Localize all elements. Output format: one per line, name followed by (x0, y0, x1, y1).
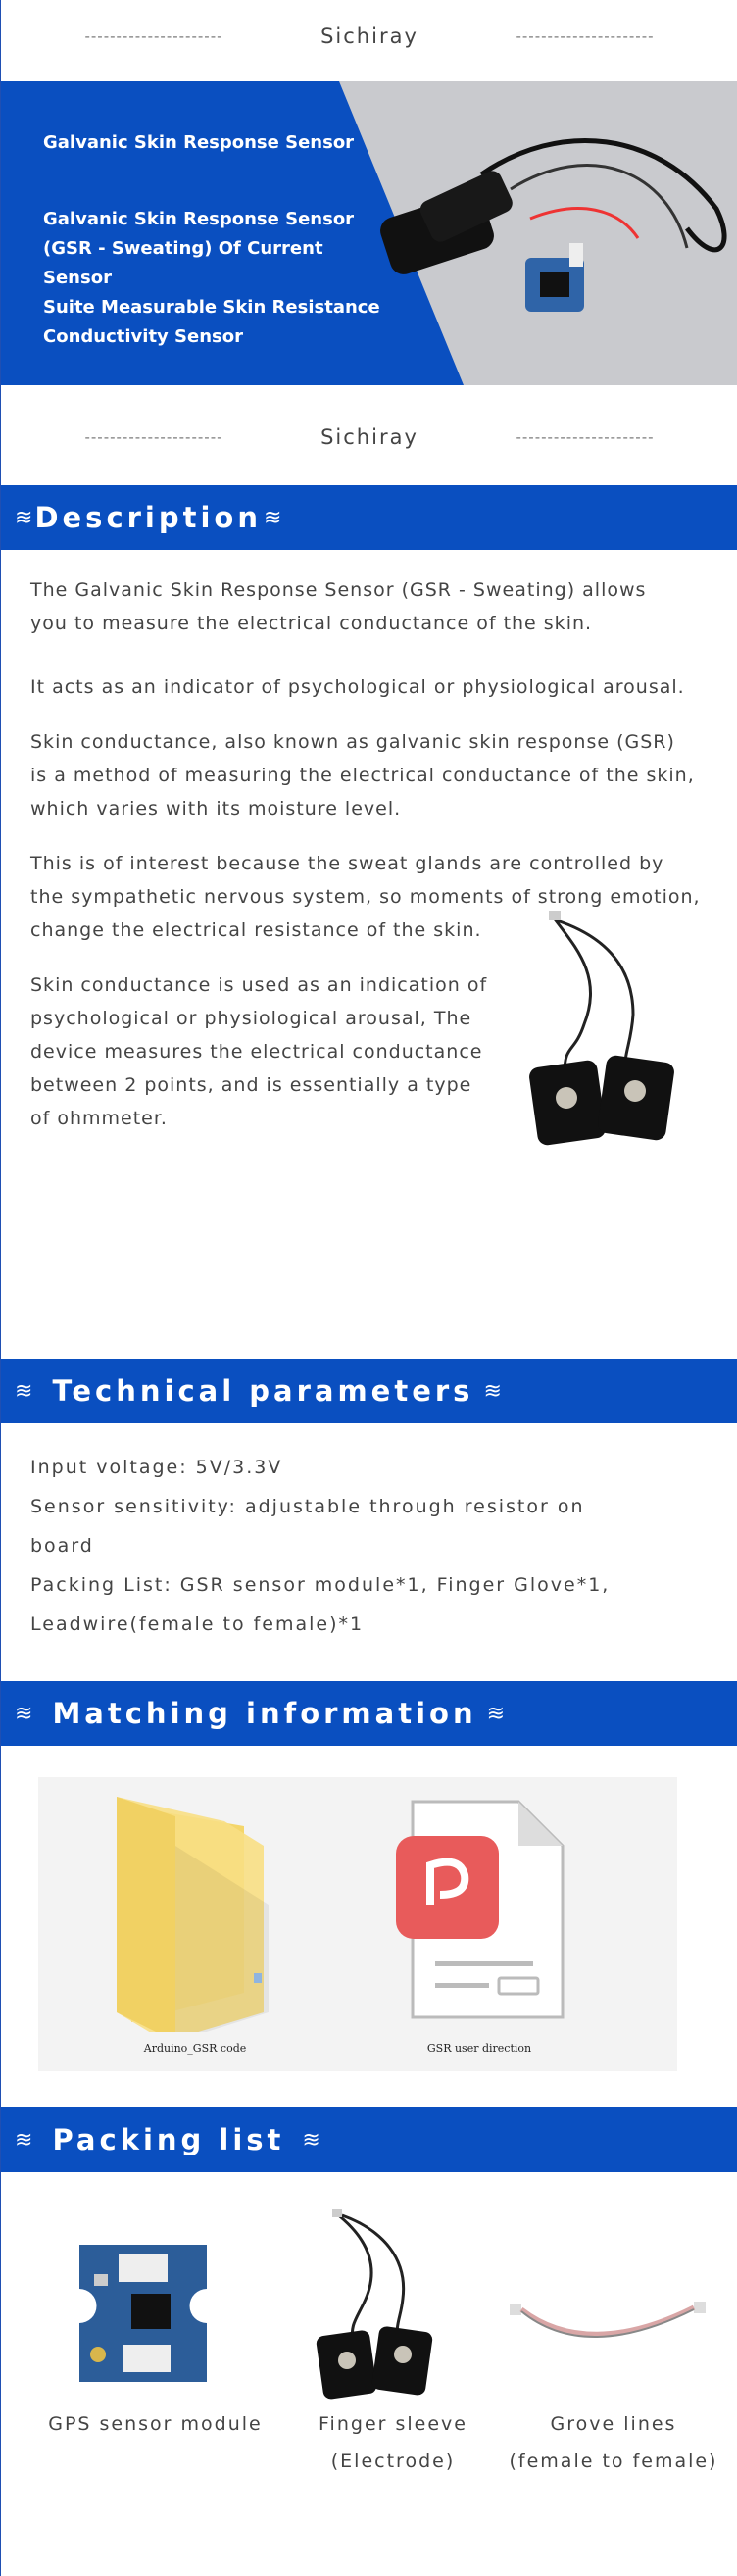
wave-icon: ≋ (486, 1701, 506, 1726)
spec-line: Sensor sensitivity: adjustable through resistor on (30, 1496, 585, 1517)
hero-desc-line: Galvanic Skin Response Sensor (43, 209, 355, 229)
spec-line: Packing List: GSR sensor module*1, Finger Glove*1, (30, 1574, 611, 1596)
text-line: change the electrical resistance of the skin. (30, 919, 482, 941)
hero-desc-line: Suite Measurable Skin Resistance (43, 297, 380, 318)
packing-item-sublabel: (Electrode) (330, 2451, 456, 2472)
packing-item-cable (491, 2405, 736, 2480)
text-line: psychological or physiological arousal, The (30, 1008, 472, 1029)
hero-description (43, 205, 386, 352)
wave-icon: ≋ (264, 505, 282, 530)
description-heading: Description (34, 501, 263, 534)
packing-item-label: GPS sensor module (48, 2413, 263, 2435)
brand-row-top (1, 17, 737, 56)
wave-icon: ≋ (15, 1378, 33, 1404)
dash-left: ---------------------- (84, 428, 223, 446)
text-line: you to measure the electrical conductance of the skin. (30, 613, 593, 634)
text-line: between 2 points, and is essentially a type (30, 1074, 472, 1096)
text-line: which varies with its moisture level. (30, 798, 402, 819)
description-paragraph-1 (30, 573, 646, 640)
spec-line: Input voltage: 5V/3.3V (30, 1457, 283, 1478)
hero-desc-line: (GSR - Sweating) Of Current Sensor (43, 238, 323, 288)
folder-icon[interactable] (77, 1787, 313, 2032)
technical-heading: Technical parameters (52, 1374, 474, 1408)
gsr-module-image (65, 2235, 221, 2392)
text-line: the sympathetic nervous system, so moments of strong emotion, (30, 886, 701, 908)
spec-line: board (30, 1535, 94, 1557)
text-line: Skin conductance, also known as galvanic skin response (GSR) (30, 731, 675, 753)
packing-item-module (21, 2405, 290, 2443)
packing-heading: Packing list (52, 2123, 285, 2156)
wave-icon: ≋ (302, 2127, 320, 2153)
sensor-product-image (364, 81, 737, 385)
spec-line: Leadwire(female to female)*1 (30, 1613, 365, 1635)
brand-name: Sichiray (320, 425, 418, 449)
packing-item-label: Finger sleeve (319, 2413, 467, 2435)
wave-icon: ≋ (15, 505, 33, 530)
pdf-caption: GSR user direction (426, 2042, 532, 2055)
packing-item-label: Grove lines (550, 2413, 677, 2435)
packing-item-sublabel: (female to female) (509, 2451, 718, 2472)
description-paragraph-2 (30, 670, 685, 704)
technical-heading-bar (1, 1359, 737, 1423)
description-paragraph-3 (30, 725, 695, 825)
folder-caption: Arduino_GSR code (143, 2042, 247, 2055)
brand-name: Sichiray (320, 25, 418, 48)
electrode-image (516, 907, 712, 1162)
technical-parameters-list (30, 1448, 697, 1644)
text-line: It acts as an indicator of psychological or physiological arousal. (30, 676, 685, 698)
hero-banner (1, 81, 737, 385)
dash-right: ---------------------- (516, 428, 655, 446)
text-line: Skin conductance is used as an indication of (30, 974, 488, 996)
brand-row-middle (1, 418, 737, 457)
packing-heading-bar (1, 2107, 737, 2172)
matching-heading-bar (1, 1681, 737, 1746)
packing-item-sleeve (290, 2405, 496, 2480)
grove-cable-image (506, 2284, 712, 2353)
dash-left: ---------------------- (84, 27, 223, 45)
description-paragraph-5 (30, 968, 487, 1135)
description-heading-bar (1, 485, 737, 550)
hero-title: Galvanic Skin Response Sensor (43, 132, 355, 153)
text-line: This is of interest because the sweat glands are controlled by (30, 853, 664, 874)
matching-files-panel (38, 1777, 677, 2071)
wave-icon: ≋ (15, 1701, 33, 1726)
wave-icon: ≋ (15, 2127, 33, 2153)
wave-icon: ≋ (483, 1378, 502, 1404)
finger-sleeve-image (305, 2205, 452, 2402)
text-line: of ohmmeter. (30, 1108, 168, 1129)
text-line: is a method of measuring the electrical conductance of the skin, (30, 765, 695, 786)
dash-right: ---------------------- (516, 27, 655, 45)
hero-desc-line: Conductivity Sensor (43, 326, 243, 347)
text-line: The Galvanic Skin Response Sensor (GSR - Sweating) allows (30, 579, 647, 601)
text-line: device measures the electrical conductance (30, 1041, 483, 1063)
matching-heading: Matching information (52, 1697, 477, 1730)
pdf-icon[interactable] (391, 1797, 587, 2032)
